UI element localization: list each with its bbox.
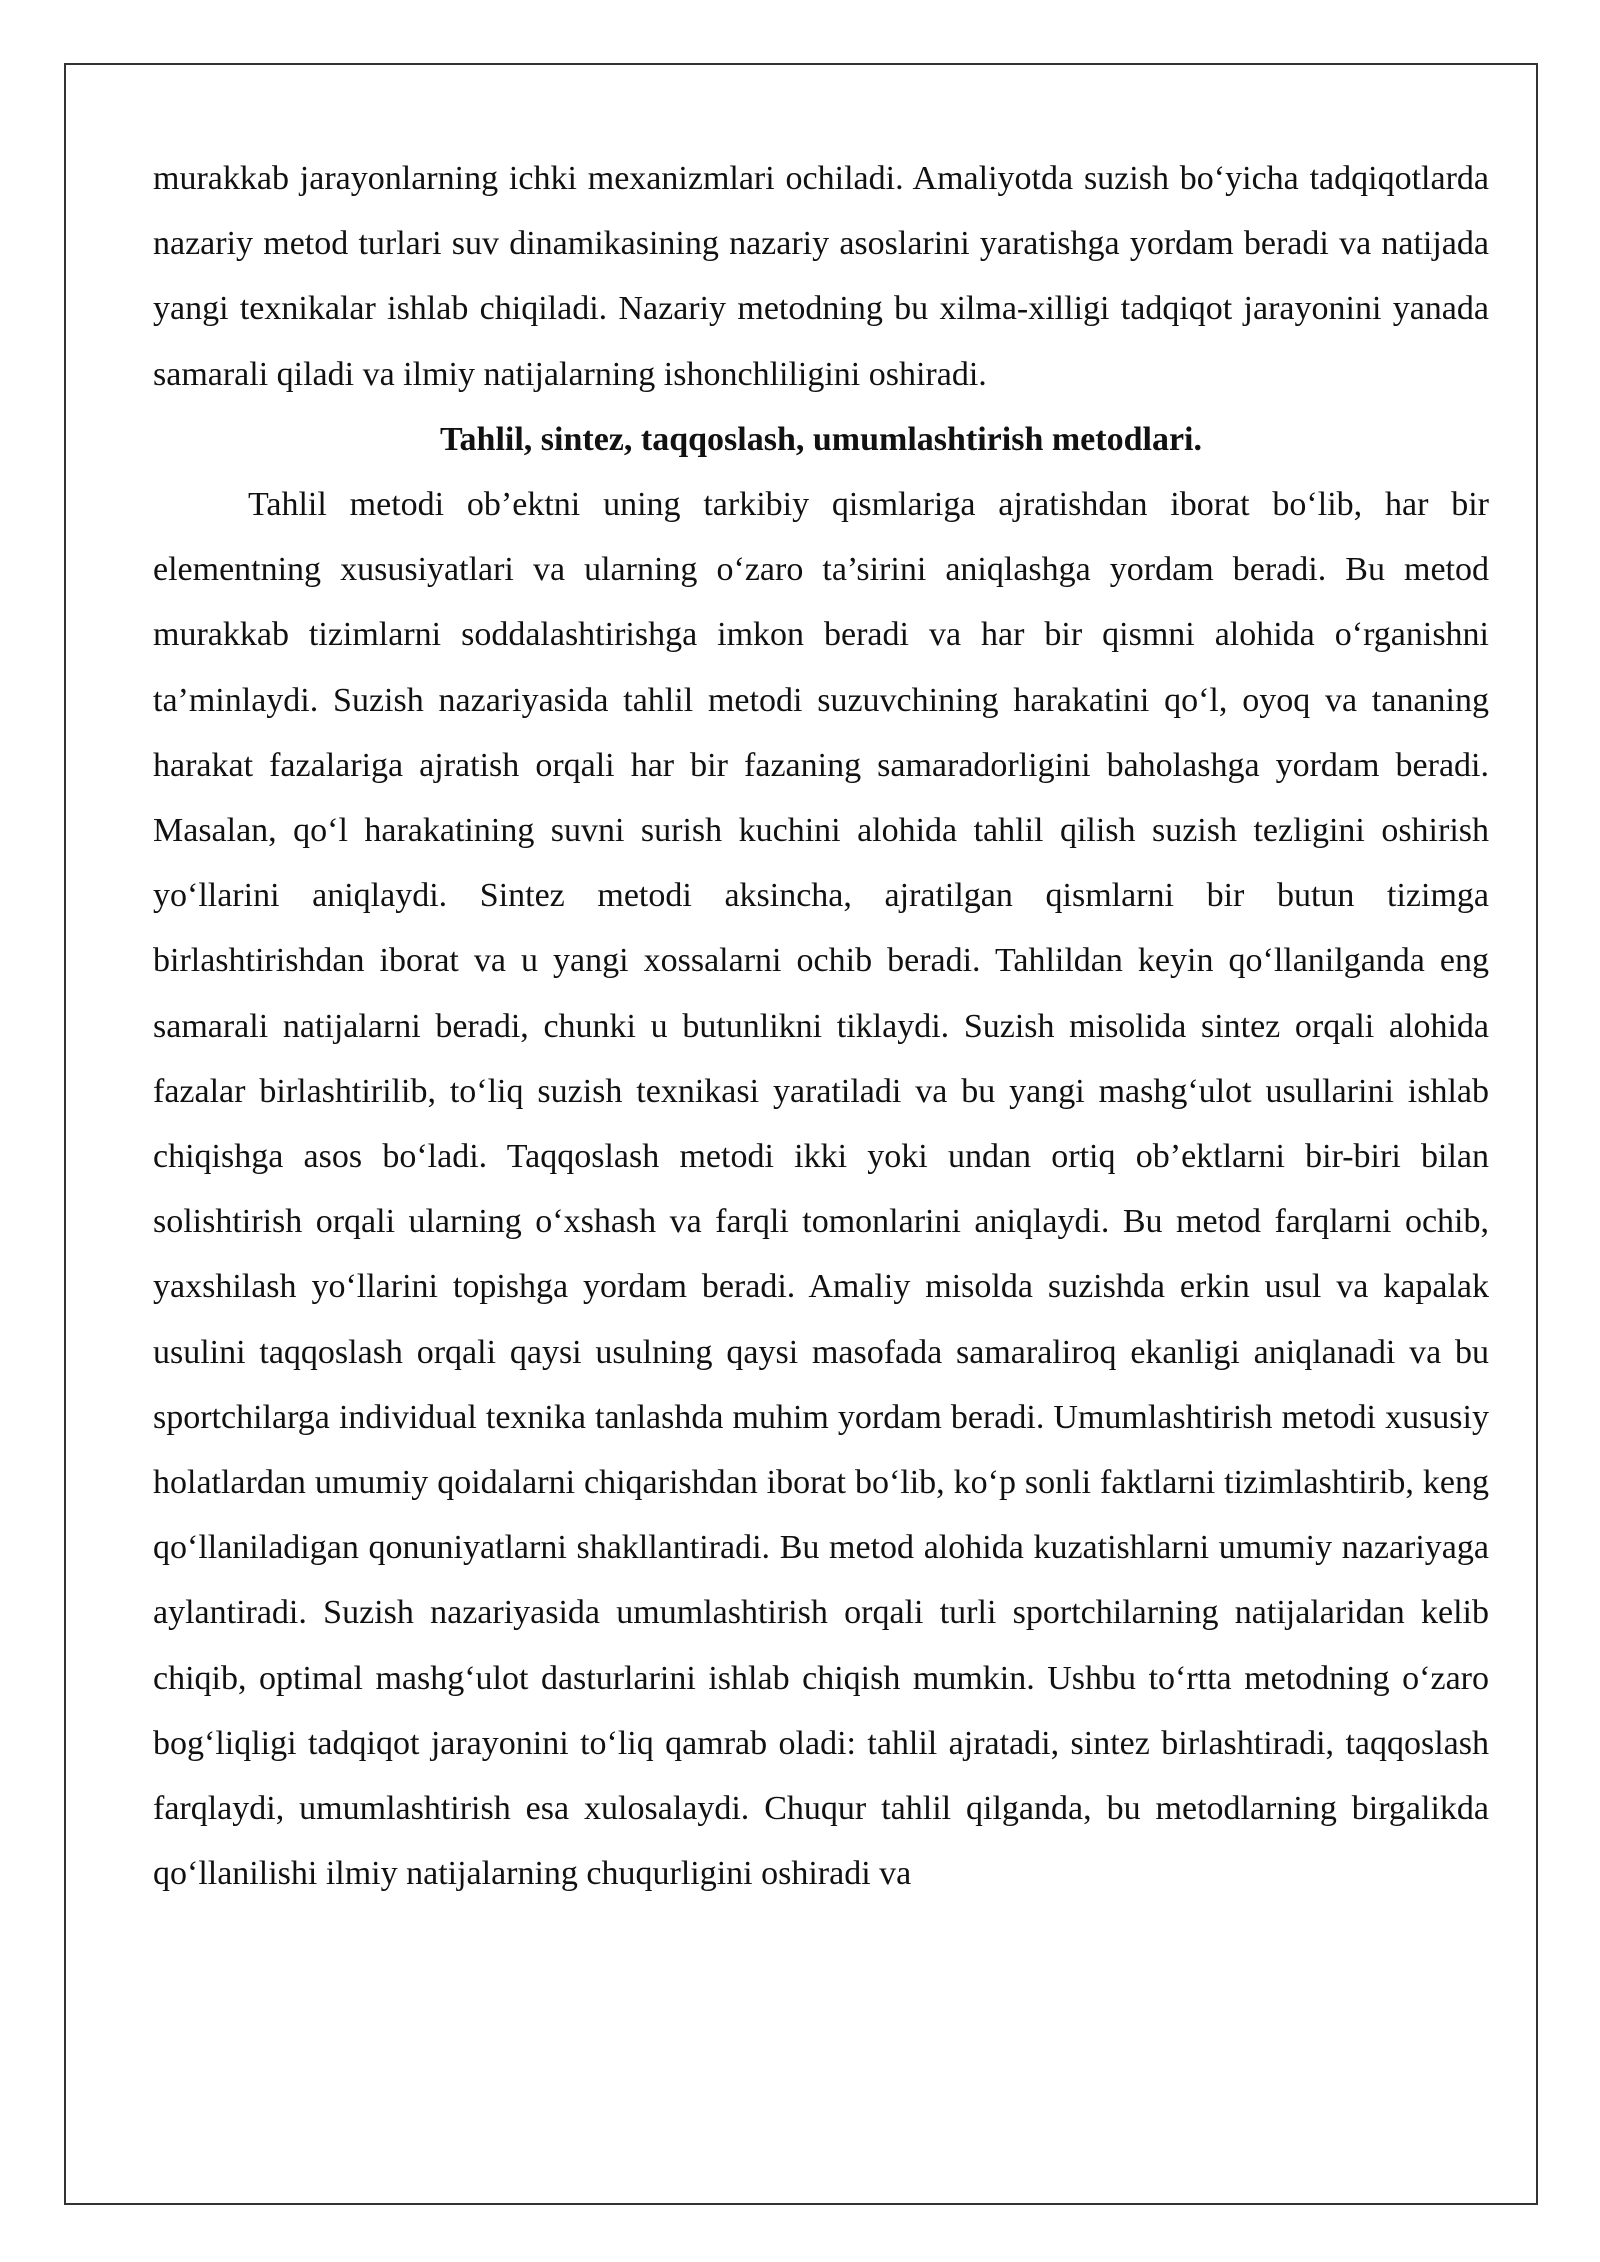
section-heading: Tahlil, sintez, taqqoslash, umumlashtirish metodlari. (440, 420, 1202, 458)
document-body (153, 146, 1489, 1906)
paragraph-continued: murakkab jarayonlarning ichki mexanizmlari ochiladi. Amaliyotda suzish bo‘yicha tadqiqotlarda nazariy metod turlari suv dinamikasining nazariy asoslarini yaratishga yordam beradi va natijada yangi texnikalar ishlab chiqiladi. Nazariy metodning bu xilma-xilligi tadqiqot jarayonini yanada samarali qiladi va ilmiy natijalarning ishonchliligini oshiradi. (153, 160, 1489, 393)
paragraph-main: Tahlil metodi ob’ektni uning tarkibiy qismlariga ajratishdan iborat bo‘lib, har bir elementning xususiyatlari va ularning o‘zaro ta’sirini aniqlashga yordam beradi. Bu metod murakkab tizimlarni soddalashtirishga imkon beradi va har bir qismni alohida o‘rganishni ta’minlaydi. Suzish nazariyasida tahlil metodi suzuvchining harakatini qo‘l, oyoq va tananing harakat fazalariga ajratish orqali har bir fazaning samaradorligini baholashga yordam beradi. Masalan, qo‘l harakatining suvni surish kuchini alohida tahlil qilish suzish tezligini oshirish yo‘llarini aniqlaydi. Sintez metodi aksincha, ajratilgan qismlarni bir butun tizimga birlashtirishdan iborat va u yangi xossalarni ochib beradi. Tahlildan keyin qo‘llanilganda eng samarali natijalarni beradi, chunki u butunlikni tiklaydi. Suzish misolida sintez orqali alohida fazalar birlashtirilib, to‘liq suzish texnikasi yaratiladi va bu yangi mashg‘ulot usullarini ishlab chiqishga asos bo‘ladi. Taqqoslash metodi ikki yoki undan ortiq ob’ektlarni bir-biri bilan solishtirish orqali ularning o‘xshash va farqli tomonlarini aniqlaydi. Bu metod farqlarni ochib, yaxshilash yo‘llarini topishga yordam beradi. Amaliy misolda suzishda erkin usul va kapalak usulini taqqoslash orqali qaysi usulning qaysi masofada samaraliroq ekanligi aniqlanadi va bu sportchilarga individual texnika tanlashda muhim yordam beradi. Umumlashtirish metodi xususiy holatlardan umumiy qoidalarni chiqarishdan iborat bo‘lib, ko‘p sonli faktlarni tizimlashtirib, keng qo‘llaniladigan qonuniyatlarni shakllantiradi. Bu metod alohida kuzatishlarni umumiy nazariyaga aylantiradi. Suzish nazariyasida umumlashtirish orqali turli sportchilarning natijalaridan kelib chiqib, optimal mashg‘ulot dasturlarini ishlab chiqish mumkin. Ushbu to‘rtta metodning o‘zaro bog‘liqligi tadqiqot jarayonini to‘liq qamrab oladi: tahlil ajratadi, sintez birlashtiradi, taqqoslash farqlaydi, umumlashtirish esa xulosalaydi. Chuqur tahlil qilganda, bu metodlarning birgalikda qo‘llanilishi ilmiy natijalarning chuqurligini oshiradi va (153, 486, 1489, 1893)
